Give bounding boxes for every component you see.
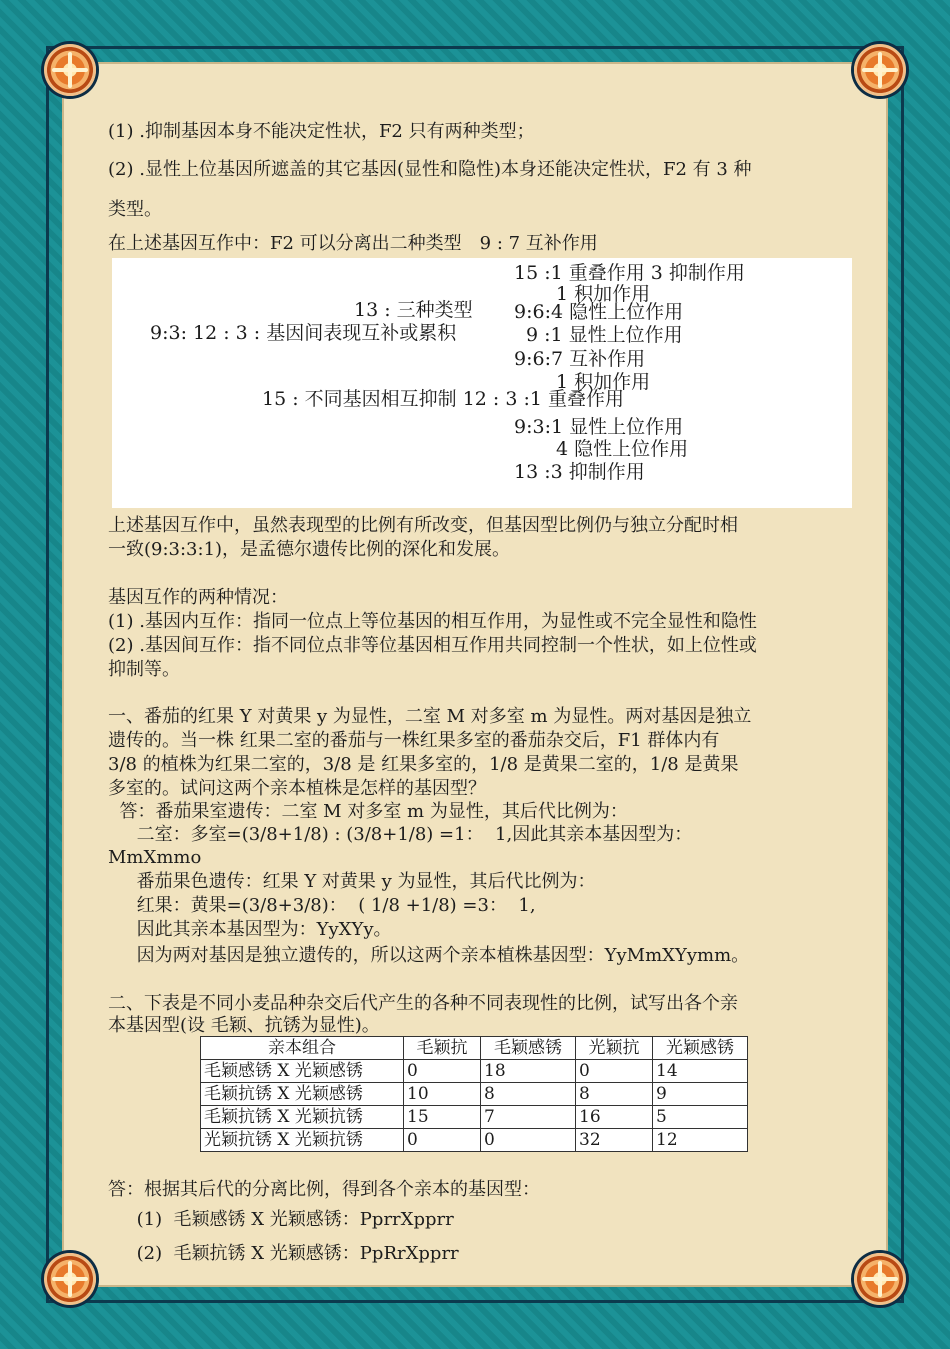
answer-line: 答：根据其后代的分离比例，得到各个亲本的基因型：: [108, 1179, 540, 1200]
text-line: (2) .显性上位基因所遮盖的其它基因(显性和隐性)本身还能决定性状，F2 有 3 种: [108, 159, 752, 180]
table-header-row: [201, 1037, 748, 1060]
answer-line: 因为两对基因是独立遗传的，所以这两个亲本植株基因型：YyMmXYymm。: [108, 945, 750, 966]
diagram-line: 13 : 三种类型: [354, 299, 473, 321]
diagram-line: 1 积加作用: [556, 283, 651, 305]
answer-line: 二室：多室=(3/8+1/8) : (3/8+1/8) =1： 1,因此其亲本基因型为：: [108, 824, 693, 845]
diagram-line: 9:3:1 显性上位作用: [514, 416, 684, 438]
diagram-line: 9 :1 显性上位作用: [526, 324, 683, 346]
answer-line: 答：番茄果室遗传：二室 M 对多室 m 为显性，其后代比例为：: [108, 801, 628, 822]
question-line: 多室的。试问这两个亲本植株是怎样的基因型？: [108, 778, 486, 799]
table-cell: 5: [653, 1106, 748, 1129]
ratio-diagram: [112, 258, 852, 508]
table-cell: 0: [576, 1060, 653, 1083]
table-cell: 毛颖感锈 X 光颖感锈: [201, 1060, 404, 1083]
answer-line: (1) 毛颖感锈 X 光颖感锈：PprrXpprr: [108, 1209, 454, 1230]
question-line: 一、番茄的红果 Y 对黄果 y 为显性，二室 M 对多室 m 为显性。两对基因是独立: [108, 706, 752, 727]
table-cell: 7: [481, 1106, 576, 1129]
table-cell: 0: [481, 1129, 576, 1152]
question-line: 二、下表是不同小麦品种杂交后代产生的各种不同表现性的比例，试写出各个亲: [108, 993, 738, 1014]
text-line: 上述基因互作中，虽然表现型的比例有所改变，但基因型比例仍与独立分配时相: [108, 515, 738, 536]
table-header: 亲本组合: [201, 1037, 404, 1060]
table-cell: 18: [481, 1060, 576, 1083]
table-row: [201, 1106, 748, 1129]
diagram-line: 15 : 不同基因相互抑制 12 : 3 :1 重叠作用: [262, 388, 625, 410]
diagram-line: 13 :3 抑制作用: [514, 461, 645, 483]
diagram-line: 15 :1 重叠作用 3 抑制作用: [514, 262, 745, 284]
question-line: 本基因型(设 毛颖、抗锈为显性)。: [108, 1015, 380, 1036]
table-row: [201, 1083, 748, 1106]
table-row: [201, 1060, 748, 1083]
table-cell: 32: [576, 1129, 653, 1152]
table-cell: 15: [404, 1106, 481, 1129]
table-cell: 毛颖抗锈 X 光颖抗锈: [201, 1106, 404, 1129]
wheat-cross-table: [200, 1036, 748, 1152]
table-cell: 12: [653, 1129, 748, 1152]
table-cell: 光颖抗锈 X 光颖抗锈: [201, 1129, 404, 1152]
answer-line: 因此其亲本基因型为：YyXYy。: [108, 919, 392, 940]
text-line: 在上述基因互作中：F2 可以分离出二种类型 9 : 7 互补作用: [108, 233, 598, 254]
table-cell: 0: [404, 1129, 481, 1152]
answer-line: MmXmmo: [108, 847, 202, 868]
table-cell: 16: [576, 1106, 653, 1129]
table-cell: 9: [653, 1083, 748, 1106]
text-line: (2) .基因间互作：指不同位点非等位基因相互作用共同控制一个性状，如上位性或: [108, 635, 757, 656]
table-cell: 10: [404, 1083, 481, 1106]
table-cell: 0: [404, 1060, 481, 1083]
table-cell: 8: [576, 1083, 653, 1106]
answer-line: 番茄果色遗传：红果 Y 对黄果 y 为显性，其后代比例为：: [108, 871, 596, 892]
text-line: 基因互作的两种情况：: [108, 587, 288, 608]
diagram-line: 9:6:4 隐性上位作用: [514, 301, 684, 323]
question-line: 遗传的。当一株 红果二室的番茄与一株红果多室的番茄杂交后，F1 群体内有: [108, 730, 720, 751]
diagram-line: 1 积加作用: [556, 371, 651, 393]
text-line: 类型。: [108, 199, 162, 220]
corner-ornament-icon: [44, 44, 96, 96]
table-header: 毛颖感锈: [481, 1037, 576, 1060]
text-line: (1) .基因内互作：指同一位点上等位基因的相互作用，为显性或不完全显性和隐性: [108, 611, 757, 632]
answer-line: 红果：黄果=(3/8+3/8)： ( 1/8 +1/8) =3： 1,: [108, 895, 536, 916]
table-cell: 8: [481, 1083, 576, 1106]
corner-ornament-icon: [44, 1253, 96, 1305]
table-cell: 14: [653, 1060, 748, 1083]
table-row: [201, 1129, 748, 1152]
diagram-line: 4 隐性上位作用: [556, 438, 689, 460]
text-line: 一致(9:3:3:1)，是孟德尔遗传比例的深化和发展。: [108, 539, 511, 560]
answer-line: (2) 毛颖抗锈 X 光颖感锈：PpRrXpprr: [108, 1243, 459, 1264]
table-header: 光颖感锈: [653, 1037, 748, 1060]
table-cell: 毛颖抗锈 X 光颖感锈: [201, 1083, 404, 1106]
text-line: (1) .抑制基因本身不能决定性状，F2 只有两种类型；: [108, 121, 535, 142]
table-header: 光颖抗: [576, 1037, 653, 1060]
diagram-line: 9:3: 12 : 3 : 基因间表现互补或累积: [150, 322, 457, 344]
table-header: 毛颖抗: [404, 1037, 481, 1060]
corner-ornament-icon: [854, 44, 906, 96]
text-line: 抑制等。: [108, 659, 180, 680]
corner-ornament-icon: [854, 1253, 906, 1305]
diagram-line: 9:6:7 互补作用: [514, 348, 646, 370]
question-line: 3/8 的植株为红果二室的，3/8 是 红果多室的，1/8 是黄果二室的，1/8 是黄果: [108, 754, 739, 775]
